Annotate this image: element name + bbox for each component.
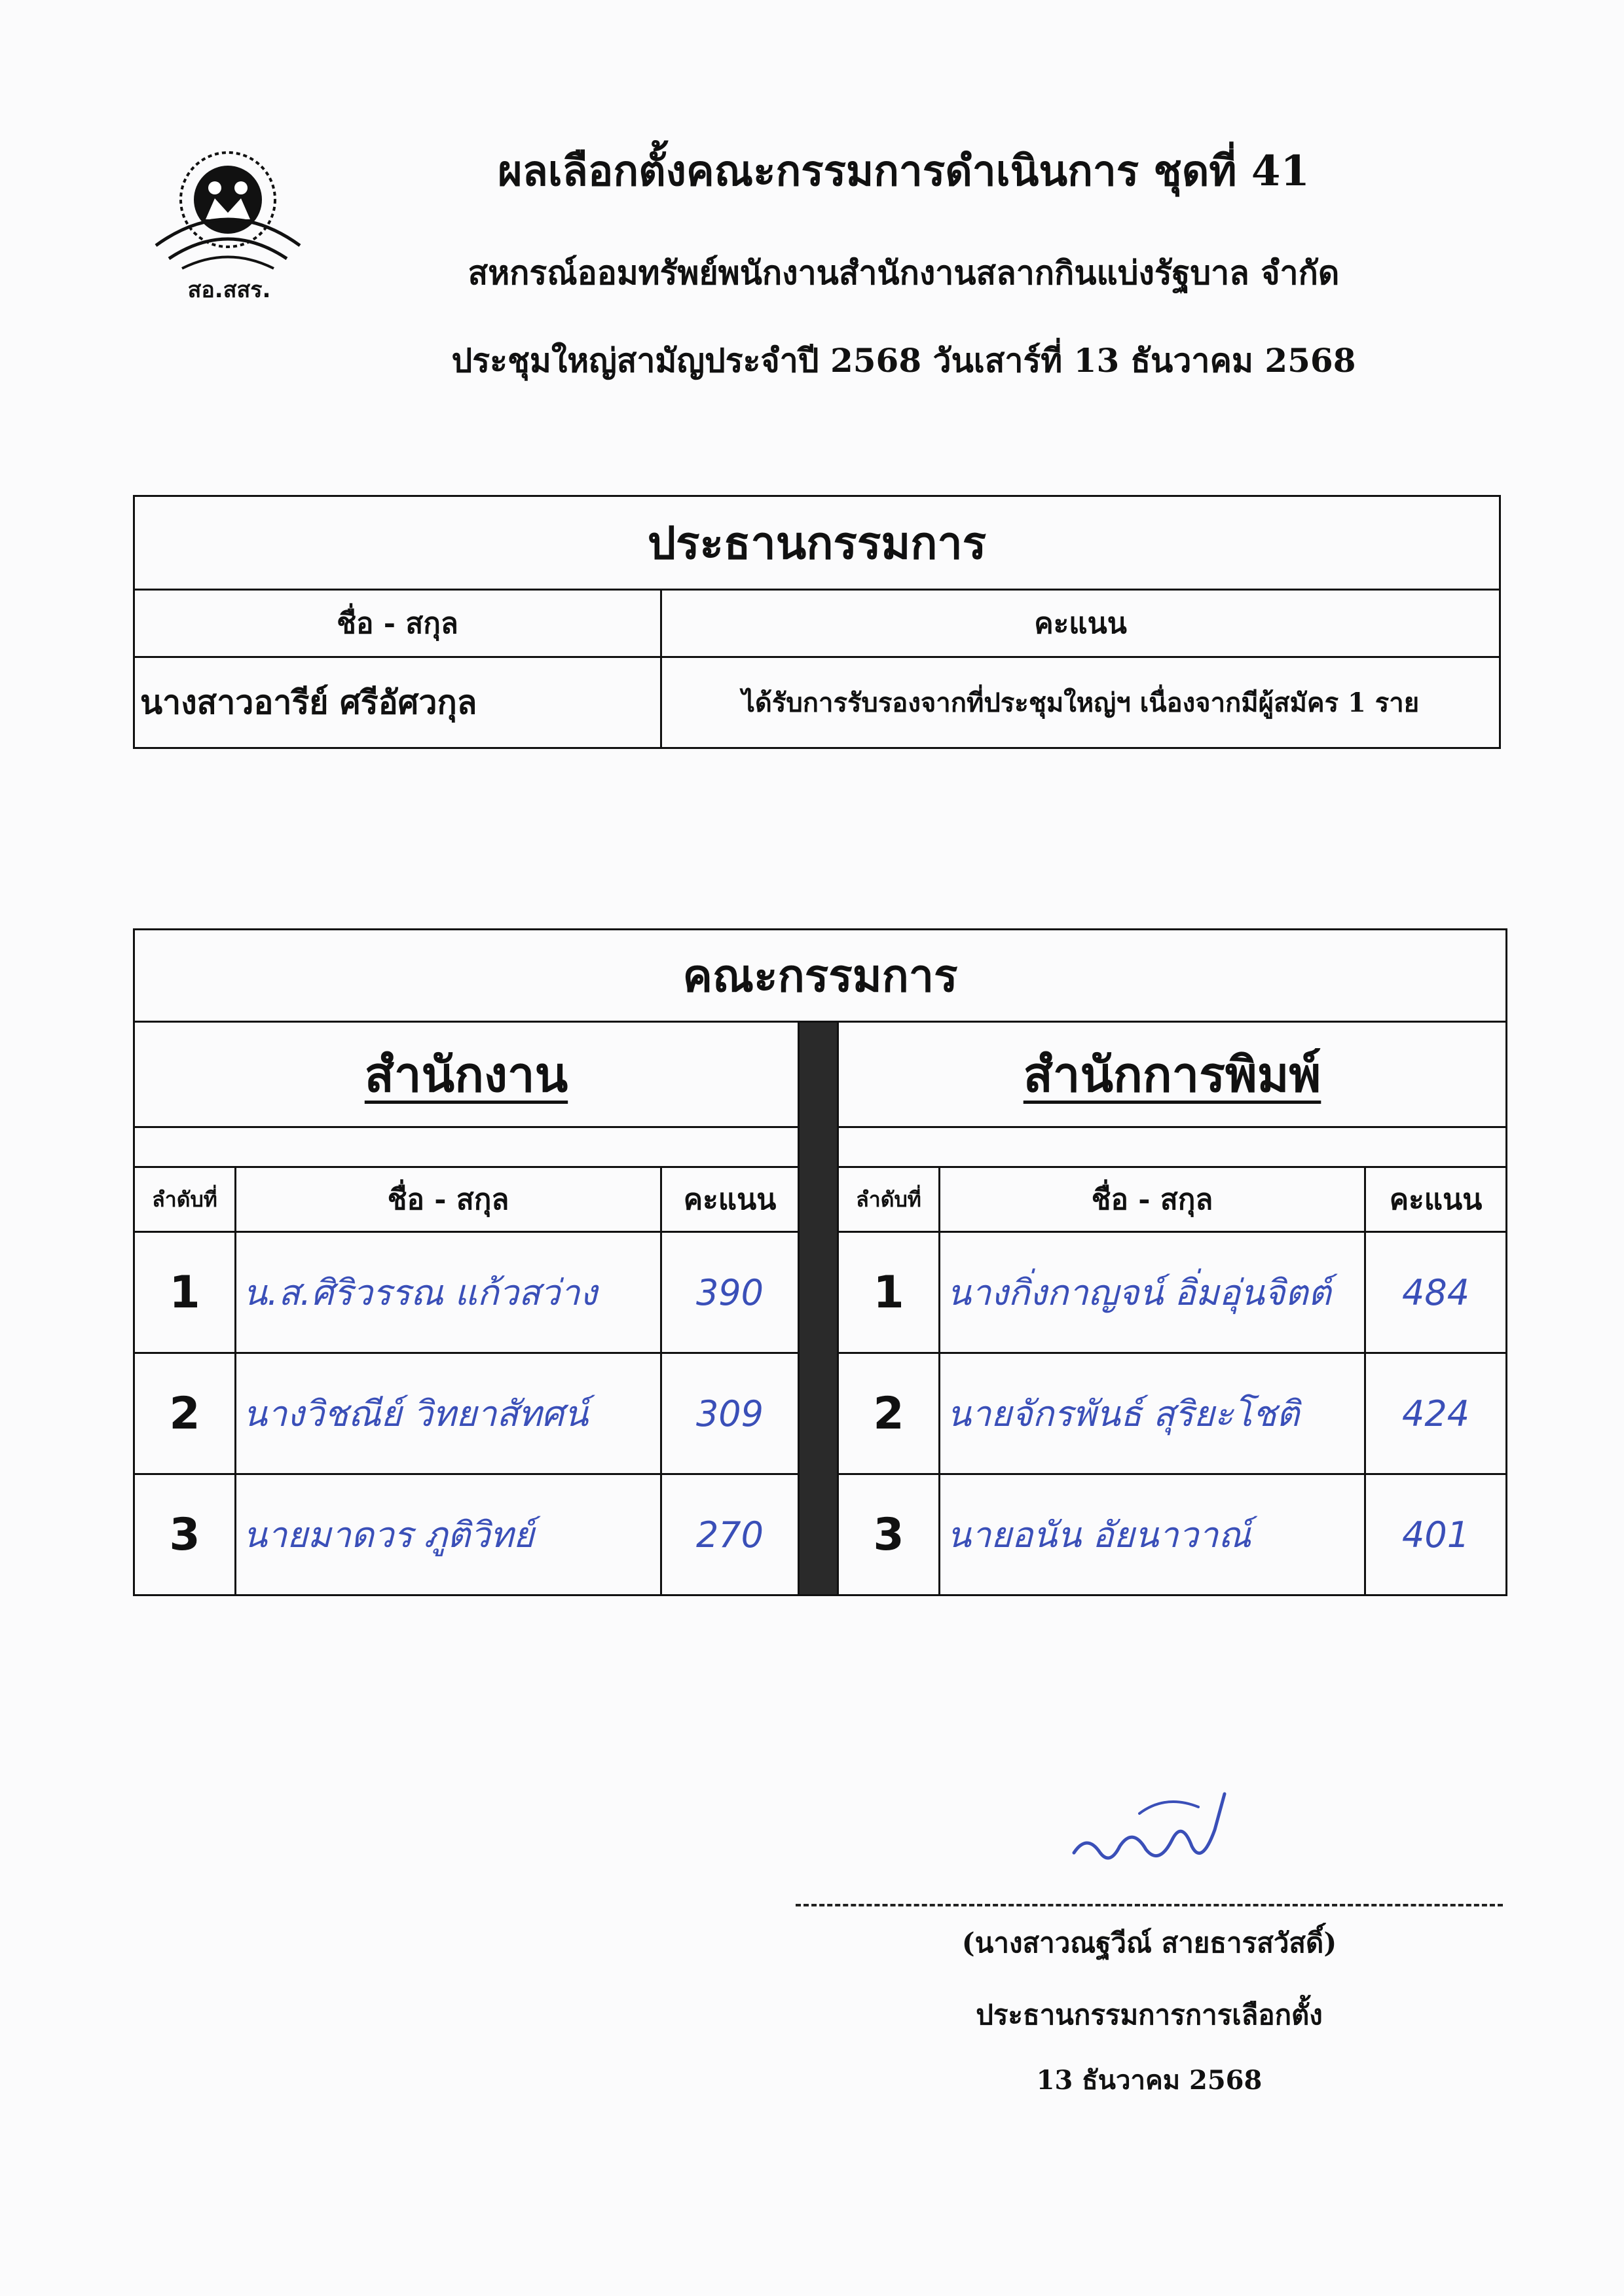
logo-caption: สอ.สสร.: [187, 277, 271, 303]
col-score-header: คะแนน: [1365, 1167, 1507, 1232]
signer-role: ประธานกรรมการการเลือกตั้ง: [976, 1999, 1323, 2031]
candidate-score: 309: [661, 1353, 799, 1474]
candidate-name: น.ส.ศิริวรรณ แก้วสว่าง: [236, 1232, 661, 1353]
document-title: ผลเลือกตั้งคณะกรรมการดำเนินการ ชุดที่ 41: [498, 147, 1310, 196]
committee-title: คณะกรรมการ: [134, 930, 1507, 1022]
candidate-score: 270: [661, 1474, 799, 1595]
candidate-score: 401: [1365, 1474, 1507, 1595]
col-no-header: ลำดับที่: [134, 1167, 236, 1232]
chairman-result: ได้รับการรับรองจากที่ประชุมใหญ่ฯ เนื่องจากมีผู้สมัคร 1 ราย: [661, 657, 1500, 748]
rank-number: 2: [838, 1353, 940, 1474]
candidate-score: 390: [661, 1232, 799, 1353]
col-score-header: คะแนน: [661, 590, 1500, 657]
rank-number: 3: [134, 1474, 236, 1595]
section-office: สำนักงาน: [134, 1022, 799, 1127]
col-name-header: ชื่อ - สกุล: [236, 1167, 661, 1232]
signer-name: (นางสาวณฐวีณ์ สายธารสวัสดิ์): [961, 1927, 1337, 1959]
candidate-score: 424: [1365, 1353, 1507, 1474]
candidate-name: นางกิ่งกาญจน์ อิ่มอุ่นจิตต์: [940, 1232, 1365, 1353]
organization-name: สหกรณ์ออมทรัพย์พนักงานสำนักงานสลากกินแบ่งรัฐบาล จำกัด: [468, 253, 1340, 292]
committee-table: [133, 928, 1507, 1596]
rank-number: 1: [838, 1232, 940, 1353]
candidate-name: นางวิชณีย์ วิทยาสัทศน์: [236, 1353, 661, 1474]
handwritten-signature: [1061, 1768, 1257, 1899]
candidate-score: 484: [1365, 1232, 1507, 1353]
chairman-title: ประธานกรรมการ: [134, 496, 1500, 590]
candidate-name: นายอนัน อัยนาวาณ์: [940, 1474, 1365, 1595]
chairman-name: นางสาวอารีย์ ศรีอัศวกุล: [134, 657, 661, 748]
col-no-header: ลำดับที่: [838, 1167, 940, 1232]
candidate-name: นายมาดวร ภูติวิทย์: [236, 1474, 661, 1595]
column-divider: [799, 1022, 838, 1595]
rank-number: 3: [838, 1474, 940, 1595]
col-name-header: ชื่อ - สกุล: [940, 1167, 1365, 1232]
signature-line: [796, 1904, 1503, 1906]
col-score-header: คะแนน: [661, 1167, 799, 1232]
rank-number: 1: [134, 1232, 236, 1353]
signature-date: 13 ธันวาคม 2568: [1036, 2065, 1263, 2096]
meeting-info: ประชุมใหญ่สามัญประจำปี 2568 วันเสาร์ที่ 13 ธันวาคม 2568: [451, 341, 1356, 380]
rank-number: 2: [134, 1353, 236, 1474]
candidate-name: นายจักรพันธ์ สุริยะโชติ: [940, 1353, 1365, 1474]
col-name-header: ชื่อ - สกุล: [134, 590, 661, 657]
chairman-table: [133, 495, 1501, 749]
section-printing: สำนักการพิมพ์: [838, 1022, 1507, 1127]
